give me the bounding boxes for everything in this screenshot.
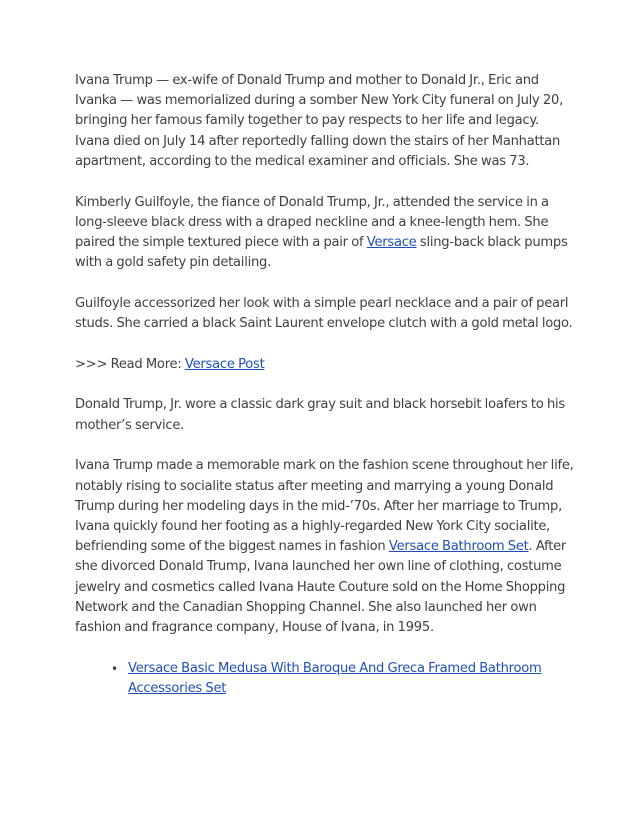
document-body: [75, 71, 575, 699]
paragraph-text: Ivana Trump made a memorable mark on the fashion scene throughout her life, notably rising to socialite status after meeting and marrying a young Donald Trump during her modeling days in the mid-’70s. After her marriage to Trump, Ivana quickly found her footing as a highly-regarded New York City socialite, befriending some of the biggest names in fashion: [75, 458, 574, 555]
paragraph-read-more: [75, 355, 575, 375]
paragraph-guilfoyle-accessories: [75, 294, 575, 334]
versace-medusa-bathroom-set-link[interactable]: Versace Basic Medusa With Baroque And Greca Framed Bathroom Accessories Set: [128, 660, 542, 696]
read-more-prefix: >>> Read More:: [75, 356, 185, 372]
paragraph-funeral-text: Ivana Trump — ex-wife of Donald Trump and mother to Donald Jr., Eric and Ivanka — was memorialized during a somber New York City funeral on July 20, bringing her famous family together to pay respects to her life and legacy. Ivana died on July 14 after reportedly falling down the stairs of her Manhattan apartment, according to the medical examiner and officials. She was 73.: [75, 73, 564, 169]
paragraph-funeral: [75, 71, 575, 172]
versace-link[interactable]: Versace: [366, 234, 417, 250]
bullet-icon: •: [111, 661, 118, 676]
paragraph-text: Donald Trump, Jr. wore a classic dark gray suit and black horsebit loafers to his mother’s service.: [75, 397, 565, 433]
paragraph-text: . After she divorced Donald Trump, Ivana launched her own line of clothing, costume jewelry and cosmetics called Ivana Haute Couture sold on the Home Shopping Network and the Canadian Shopping Channel. She also launched her own fashion and fragrance company, House of Ivana, in 1995.: [75, 539, 567, 635]
related-links-list: [75, 659, 575, 699]
paragraph-ivana-fashion: [75, 456, 575, 638]
paragraph-trump-jr: [75, 395, 575, 435]
versace-post-link[interactable]: Versace Post: [184, 356, 265, 372]
paragraph-text: Kimberly Guilfoyle, the fiance of Donald Trump, Jr., attended the service in a long-sleeve black dress with a draped neckline and a knee-length hem. She paired the simple textured piece with a pair of: [75, 194, 549, 250]
paragraph-guilfoyle-dress: [75, 193, 575, 274]
list-item: [75, 659, 575, 699]
versace-bathroom-set-link[interactable]: Versace Bathroom Set: [388, 539, 529, 555]
paragraph-text: sling-back black pumps with a gold safety pin detailing.: [75, 234, 568, 271]
paragraph-text: Guilfoyle accessorized her look with a simple pearl necklace and a pair of pearl studs. She carried a black Saint Laurent envelope clutch with a gold metal logo.: [75, 295, 573, 332]
